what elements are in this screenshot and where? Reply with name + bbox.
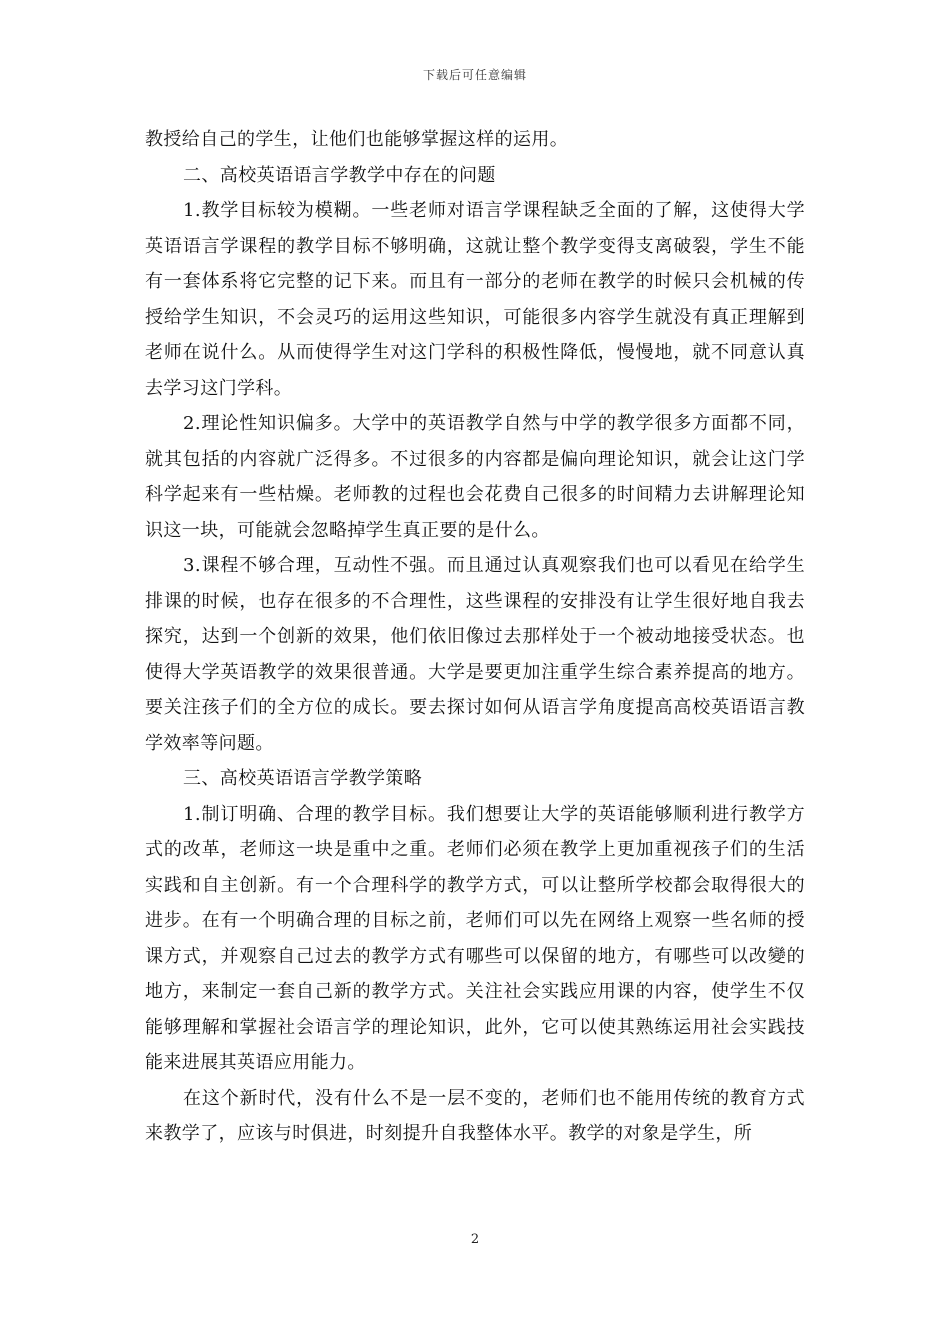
paragraph: 2.理论性知识偏多。大学中的英语教学自然与中学的教学很多方面都不同，就其包括的内容就广泛得多。不过很多的内容都是偏向理论知识，就会让这门学科学起来有一些枯燥。老师教的过程也会花费自己很多的时间精力去讲解理论知识这一块，可能就会忽略掉学生真正要的是什么。 [145,413,805,541]
page-number: 2 [470,1232,480,1247]
section-heading: 二、高校英语语言学教学中存在的问题 [183,164,496,186]
paragraph: 在这个新时代，没有什么不是一层不变的，老师们也不能用传统的教育方式来教学了，应该与时俱进，时刻提升自我整体水平。教学的对象是学生，所 [145,1087,805,1144]
paragraph: 1.制订明确、合理的教学目标。我们想要让大学的英语能够顺利进行教学方式的改革，老师这一块是重中之重。老师们必须在教学上更加重视孩子们的生活实践和自主创新。有一个合理科学的教学方式，可以让整所学校都会取得很大的进步。在有一个明确合理的目标之前，老师们可以先在网络上观察一些名师的授课方式，并观察自己过去的教学方式有哪些可以保留的地方，有哪些可以改變的地方，来制定一套自己新的教学方式。关注社会实践应用课的内容，使学生不仅能够理解和掌握社会语言学的理论知识，此外，它可以使其熟练运用社会实践技能来进展其英语应用能力。 [145,803,805,1073]
section-heading: 三、高校英语语言学教学策略 [183,768,423,789]
paragraph: 3.课程不够合理，互动性不强。而且通过认真观察我们也可以看见在给学生排课的时候，也存在很多的不合理性，这些课程的安排没有让学生很好地自我去探究，达到一个创新的效果，他们依旧像过去那样处于一个被动地接受状态。也使得大学英语教学的效果很普通。大学是要更加注重学生综合素养提高的地方。要关注孩子们的全方位的成长。要去探讨如何从语言学角度提高高校英语语言教学效率等问题。 [145,555,805,754]
paragraph: 教授给自己的学生，让他们也能够掌握这样的运用。 [145,129,569,150]
body-text [145,122,805,1152]
page-header: 下载后可任意编辑 [422,68,527,82]
paragraph: 1.教学目标较为模糊。一些老师对语言学课程缺乏全面的了解，这使得大学英语语言学课程的教学目标不够明确，这就让整个教学变得支离破裂，学生不能有一套体系将它完整的记下来。而且有一部分的老师在教学的时候只会机械的传授给学生知识，不会灵巧的运用这些知识，可能很多内容学生就没有真正理解到老师在说什么。从而使得学生对这门学科的积极性降低，慢慢地，就不同意认真去学习这门学科。 [145,200,805,399]
